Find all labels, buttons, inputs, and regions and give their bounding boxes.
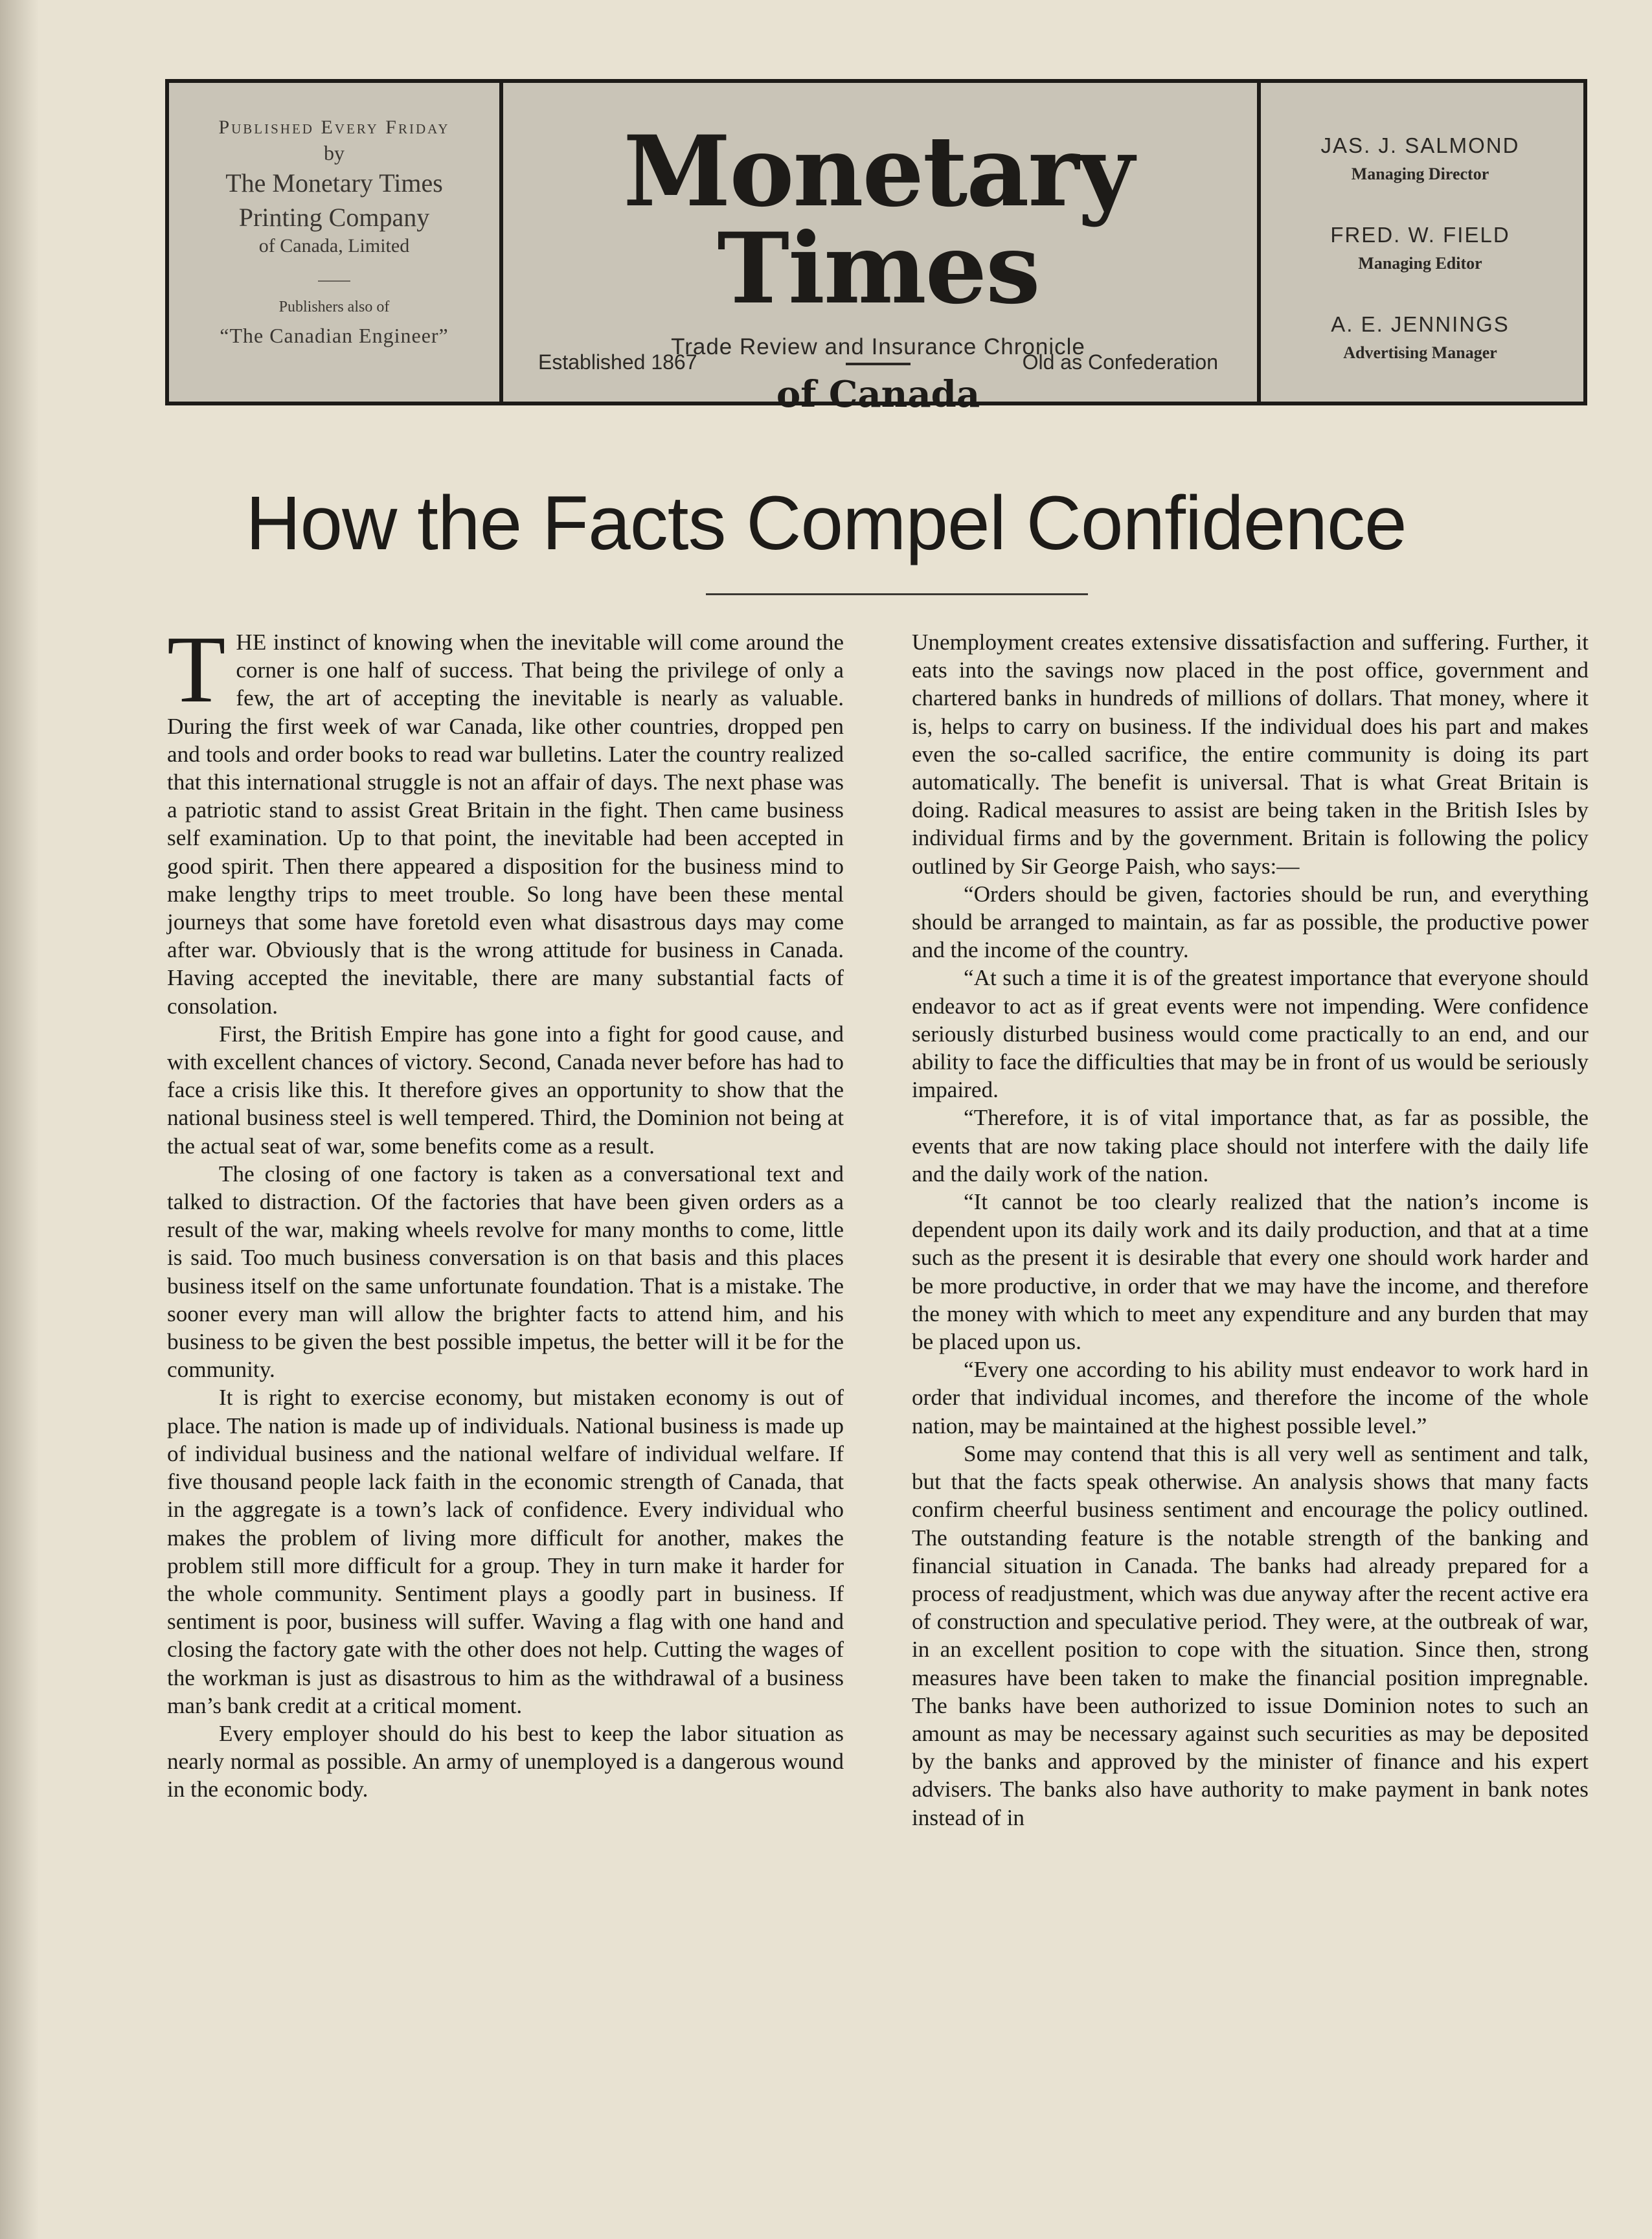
staff-name: JAS. J. SALMOND: [1320, 133, 1520, 157]
publisher-company-line2: Printing Company: [238, 203, 430, 232]
staff-role: Advertising Manager: [1343, 343, 1497, 362]
publisher-company-line3: of Canada, Limited: [258, 235, 410, 256]
publisher-by-text: by: [324, 141, 345, 165]
staff-role: Managing Director: [1351, 165, 1489, 183]
staff-entry: [1257, 133, 1583, 184]
quoted-paragraph: “It cannot be too clearly realized that the nation’s income is dependent upon its daily work and its daily production, and that at a time such as the present it is desirable that every one should work harder and be more productive, in order that we may have the income, and therefore the money with which to meet any expenditure and any burden that may be placed upon us.: [912, 1189, 1589, 1355]
masthead-publisher-panel: [169, 83, 503, 402]
article-paragraph: [167, 617, 844, 1020]
staff-entry: [1257, 312, 1583, 363]
article-paragraph: Some may contend that this is all very well as sentiment and talk, but that the facts speak otherwise. An analysis shows that many facts confirm cheerful business sentiment and encourage the policy outlined. The outstanding feature is the notable strength of the banking and financial situation in Canada. The banks had already prepared for a process of readjustment, which was due anyway after the recent active era of construction and speculative period. They were, at the outbreak of war, in an excellent position to cope with the situation. Since then, strong measures have been taken to make the financial position impregnable. The banks have been authorized to issue Dominion notes to such an amount as may be necessary against such securities as may be deposited by the banks and approved by the minister of finance and his expert advisers. The banks also have authority to make payment in bank notes instead of in: [912, 1440, 1589, 1830]
article-paragraph: The closing of one factory is taken as a conversational text and talked to distraction. Of the factories that have been given orders as a result of the war, making wheels revolve for many months to come, little is said. Too much business conversation is on that basis and this places business itself on the same unfortunate foundation. That is a mistake. The sooner every man will allow the brighter facts to attend him, and his business to be given the best possible impetus, the better will it be for the community.: [167, 1161, 844, 1383]
quoted-paragraph: “Orders should be given, factories should be run, and everything should be arranged to maintain, as far as possible, the productive power and the income of the country.: [912, 881, 1589, 963]
sister-publication-title: “The Canadian Engineer”: [220, 324, 449, 347]
motto-text: Old as Confederation: [1022, 350, 1218, 374]
quoted-paragraph: “Every one according to his ability must endeavor to work hard in order that individual incomes, and therefore the income of the whole nation, may be maintained at the highest possible level.”: [912, 1357, 1589, 1438]
staff-name: FRED. W. FIELD: [1330, 223, 1510, 247]
masthead: [165, 79, 1587, 416]
established-text: Established 1867: [538, 350, 697, 374]
article-headline: How the Facts Compel Confidence: [245, 481, 1407, 566]
masthead-staff-panel: [1257, 83, 1583, 402]
masthead-dash: [846, 363, 911, 365]
publication-country: of Canada: [776, 373, 980, 416]
publisher-company-line1: The Monetary Times: [225, 168, 443, 198]
paragraph-text: HE instinct of knowing when the inevitable will come around the corner is one half of success. That being the privilege of only a few, the art of accepting the inevitable is nearly as valuable. During the first week of war Canada, like other countries, dropped pen and tools and order books to read war bulletins. Later the country realized that this international struggle is not an affair of days. The next phase was a patriotic stand to assist Great Britain in the fight. Then came business self examination. Up to that point, the inevitable had been accepted in good spirit. Then there appeared a disposition for the business mind to make lengthy trips to meet trouble. So long have been these mental journeys that some have foretold even what disastrous days may come after war. Obviously that is the wrong attitude for business in Canada. Having accepted the inevitable, there are many substantial facts of consolation.: [167, 630, 844, 1019]
published-every-text: Published Every Friday: [218, 117, 450, 138]
publisher-divider: [318, 280, 350, 282]
publication-title: Monetary Times: [623, 115, 1133, 326]
drop-cap: T: [167, 617, 226, 723]
article-paragraph: Unemployment creates extensive dissatisfaction and suffering. Further, it eats into the savings now placed in the post office, government and chartered banks in hundreds of millions of dollars. That money, where it is, helps to carry on business. If the individual does his part and makes even the so-called sacrifice, the entire community is doing its part automatically. The benefit is universal. That is what Great Britain is doing. Radical measures to assist are being taken in the British Isles by individual firms and by the government. Britain is following the policy outlined by Sir George Paish, who says:—: [912, 630, 1589, 879]
quoted-paragraph: “Therefore, it is of vital importance that, as far as possible, the events that are now taking place should not interfere with the daily life and the daily work of the nation.: [912, 1105, 1589, 1187]
staff-name: A. E. JENNINGS: [1331, 312, 1510, 336]
staff-entry: [1257, 223, 1583, 273]
masthead-title-panel: [499, 83, 1261, 416]
publication-subtitle: Trade Review and Insurance Chronicle: [671, 334, 1085, 359]
quoted-paragraph: “At such a time it is of the greatest importance that everyone should endeavor to act as if great events were not impending. Were confidence seriously disturbed business would come practically to an end, and our ability to face the difficulties that may be in front of us would be seriously impaired.: [912, 965, 1589, 1103]
headline-rule: [706, 593, 1088, 595]
staff-role: Managing Editor: [1358, 254, 1482, 273]
page-gutter-shadow: [0, 0, 39, 2239]
article-column-left: [167, 617, 844, 1804]
article-paragraph: It is right to exercise economy, but mistaken economy is out of place. The nation is made up of individuals. National business is made up of individual business and the national welfare of individual welfare. If five thousand people lack faith in the economic strength of Canada, that in the aggregate is a town’s lack of confidence. Every individual who makes the problem of living more difficult for another, makes the problem still more difficult for a group. They in turn make it harder for the whole community. Sentiment plays a goodly part in business. If sentiment is poor, business will suffer. Waving a flag with one hand and closing the factory gate with the other does not help. Cutting the wages of the workman is just as disastrous to him as the withdrawal of a business man’s bank credit at a critical moment.: [167, 1385, 844, 1718]
article-paragraph: First, the British Empire has gone into a fight for good cause, and with excellent chances of victory. Second, Canada never before has had to face a crisis like this. It therefore gives an opportunity to show that the national business steel is well tempered. Third, the Dominion not being at the actual seat of war, some benefits come as a result.: [167, 1021, 844, 1159]
publishers-also-label: Publishers also of: [278, 299, 390, 315]
article-paragraph: Every employer should do his best to keep the labor situation as nearly normal as possible. An army of unemployed is a dangerous wound in the economic body.: [167, 1720, 844, 1802]
article-column-right: [912, 628, 1589, 1832]
